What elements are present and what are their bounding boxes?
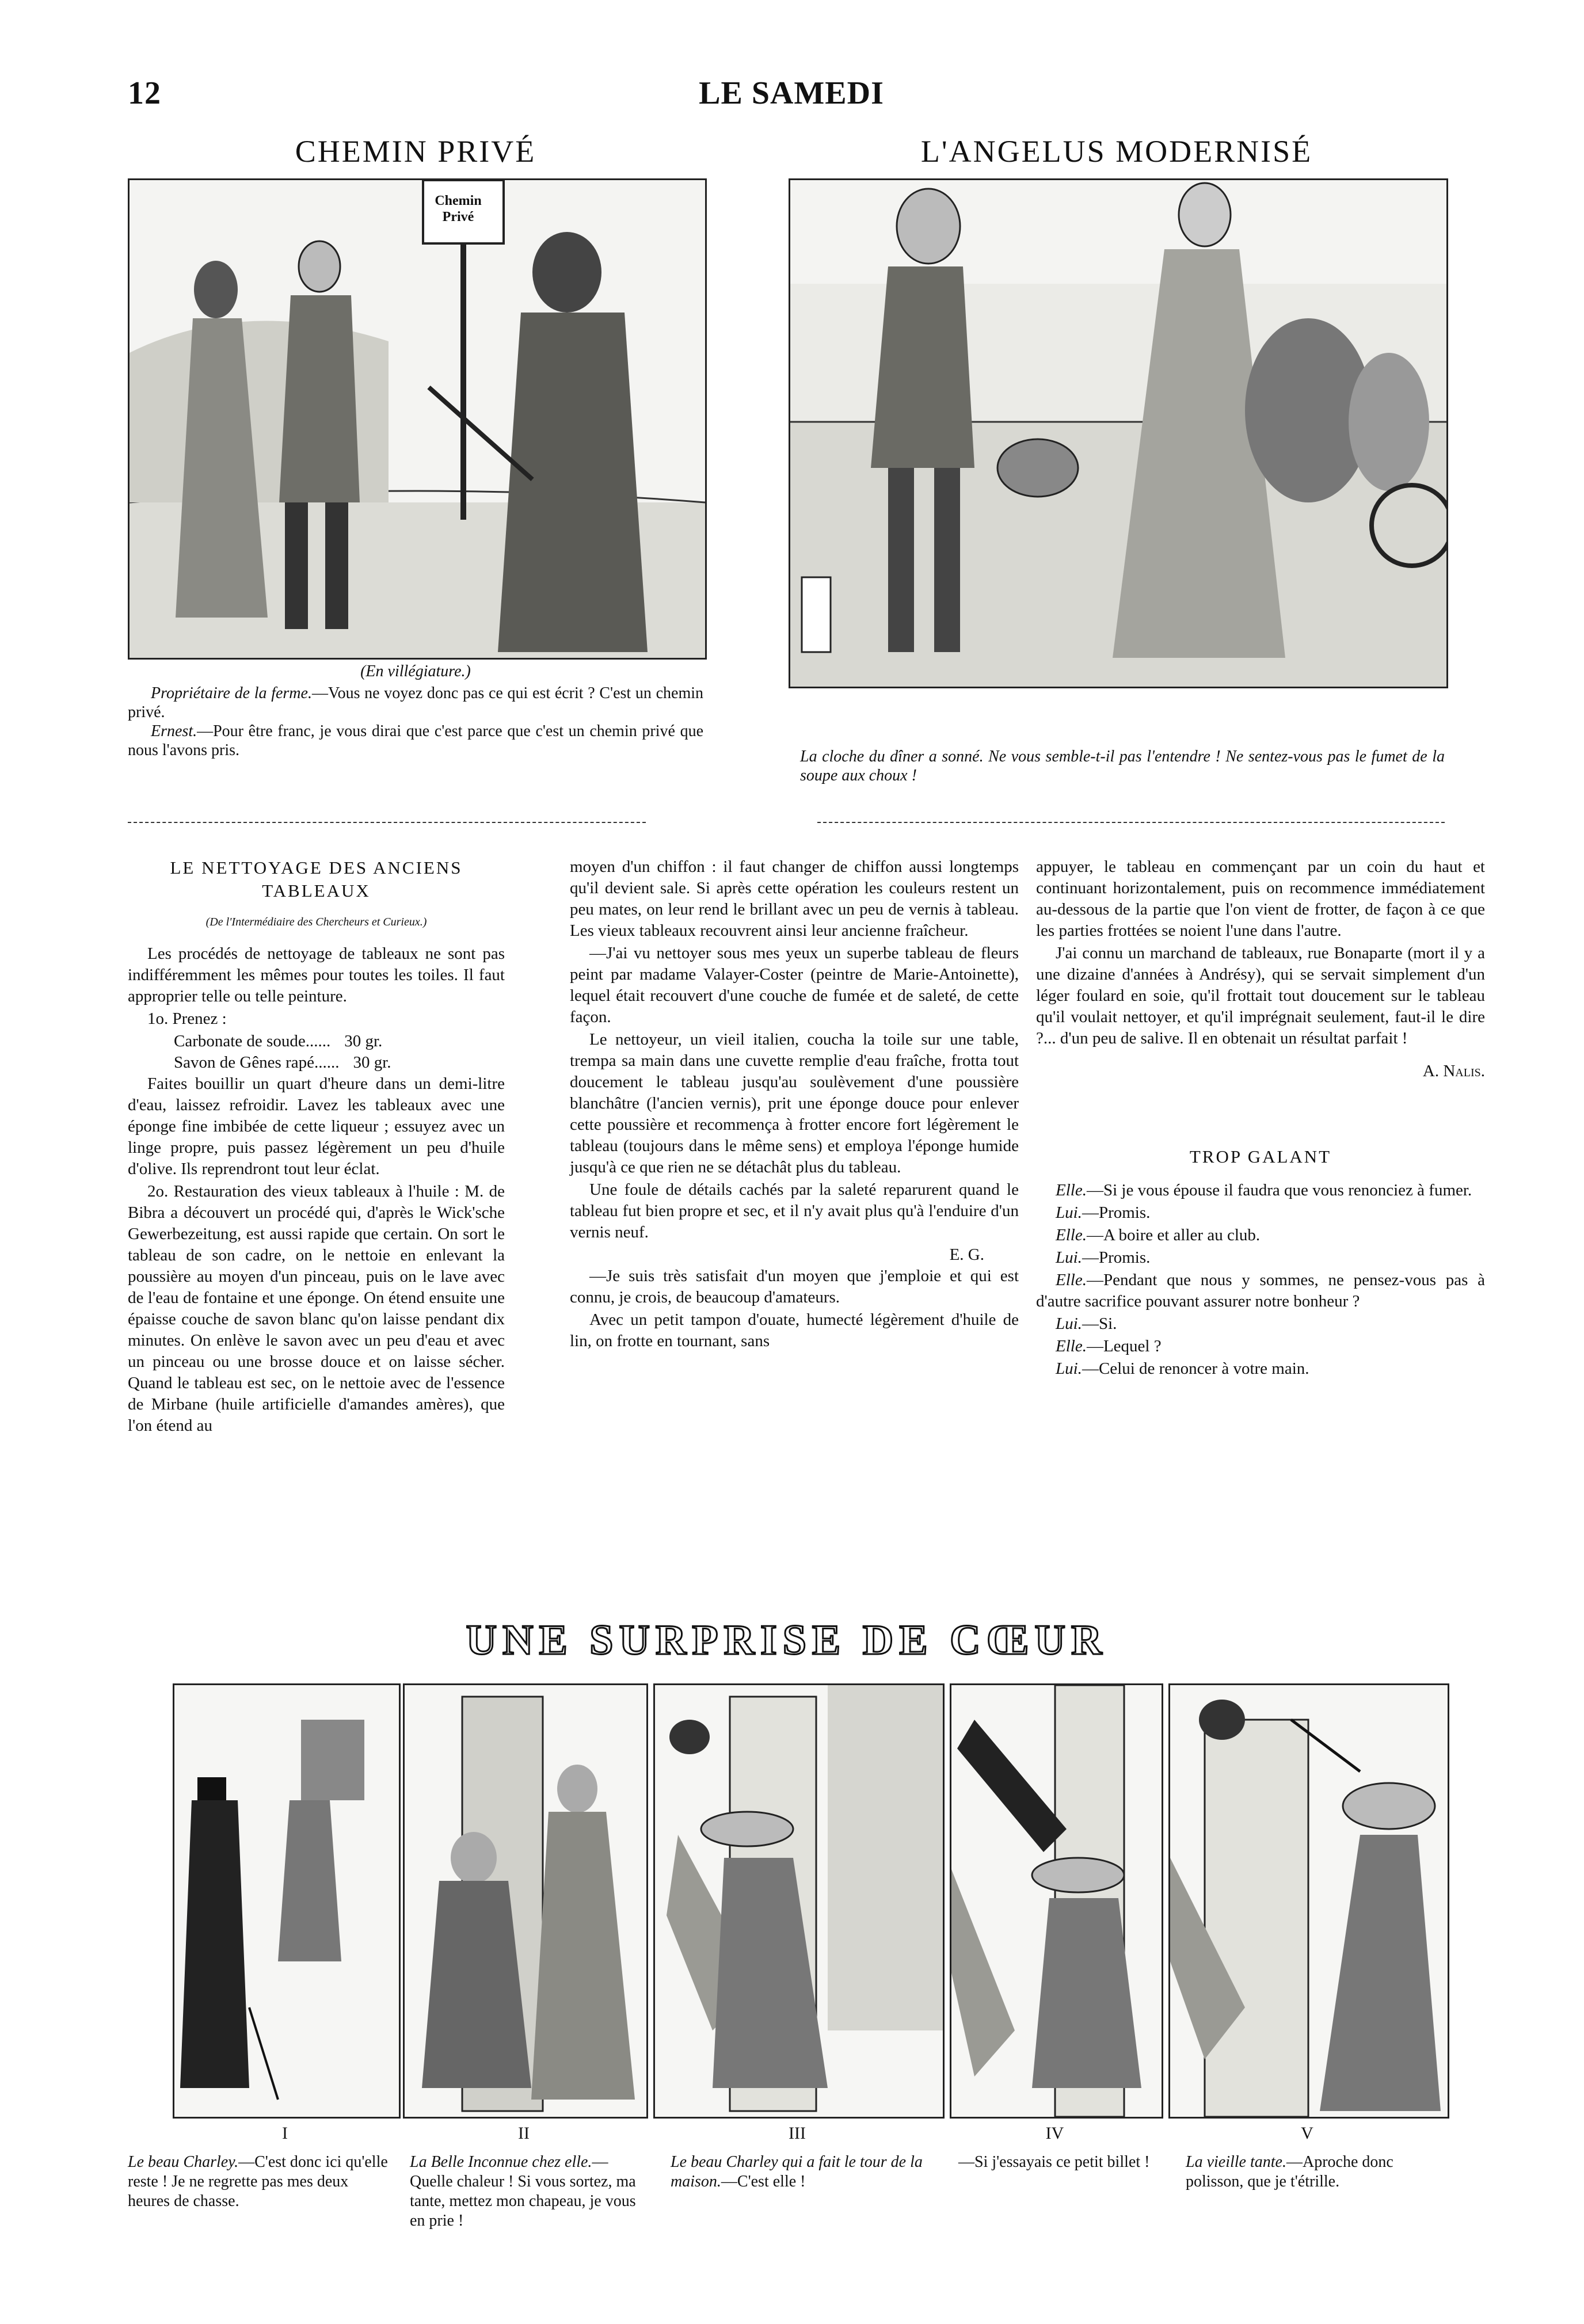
panel-caption-2 <box>410 2152 652 2231</box>
panel-text: — Quelle chaleur ! Si vous sortez, ma tante, mettez mon chapeau, je vous en prie ! <box>410 2153 636 2230</box>
panel-caption-1 <box>128 2152 393 2211</box>
trop-galant-title: TROP GALANT <box>1189 1146 1332 1167</box>
article-paragraph: appuyer, le tableau en commençant par un coin du haut et continuant horizontalement, puis on recommence immédiatement au-dessous de la partie que l'on vient de frotter, de façon à ce que les parties frottées se noient l'une dans l'autre. <box>1036 858 1485 940</box>
dialogue-line: Elle.—A boire et aller au club. <box>1056 1226 1261 1244</box>
chemin-prive-title: CHEMIN PRIVÉ <box>295 134 536 169</box>
angelus-title: L'ANGELUS MODERNISÉ <box>920 134 1313 169</box>
article-paragraph: —Je suis très satisfait d'un moyen que j'emploie et qui est connu, je crois, de beaucoup d'amateurs. <box>570 1267 1019 1306</box>
dialogue-line: Lui.—Promis. <box>1056 1248 1151 1267</box>
dashed-rule-right <box>817 822 1445 823</box>
comic-panel-4 <box>950 1683 1163 2119</box>
article-paragraph: Une foule de détails cachés par la saleté reparurent quand le tableau fut bien propre et sec, et il n'y avait plus qu'à l'enduire d'un vernis neuf. <box>570 1180 1019 1241</box>
article-paragraph: Faites bouillir un quart d'heure dans un demi-litre d'eau, laissez refroidir. Lavez les tableaux avec une éponge fine imbibée de cette liqueur ; essuyez avec un linge propre, puis passez légèrement un peu d'huile d'olive. Ils reprendront tout leur éclat. <box>128 1075 505 1178</box>
recipe-line <box>128 1052 505 1073</box>
panel-text: —Aproche donc polisson, que je t'étrille. <box>1186 2153 1393 2190</box>
panel-text: —Si j'essayais ce petit billet ! <box>958 2153 1150 2171</box>
article-title: LE NETTOYAGE DES ANCIENS TABLEAUX <box>170 858 463 901</box>
chemin-prive-sign: Chemin Privé <box>435 193 482 224</box>
recipe-quantity: 30 gr. <box>353 1053 391 1072</box>
dialogue-line: Elle.—Si je vous épouse il faudra que vous renonciez à fumer. <box>1056 1181 1472 1199</box>
line-proprietaire: —Vous ne voyez donc pas ce qui est écrit ? C'est un chemin privé. <box>128 684 704 721</box>
dialogue-line: Lui.—Promis. <box>1056 1203 1151 1222</box>
engraving-figures <box>790 180 1446 687</box>
panel-drawing <box>1170 1685 1448 2117</box>
article-column-3 <box>1036 856 1485 1381</box>
chemin-prive-dialogue <box>128 684 703 760</box>
chemin-prive-subtitle: (En villégiature.) <box>360 662 471 680</box>
comic-panel-3 <box>653 1683 945 2119</box>
trop-galant-dialogue <box>1036 1180 1485 1380</box>
panel-speaker: La Belle Inconnue chez elle. <box>410 2153 592 2171</box>
panel-drawing <box>174 1685 399 2117</box>
panel-text: —C'est donc ici qu'elle reste ! Je ne regrette pas mes deux heures de chasse. <box>128 2153 388 2210</box>
speaker-proprietaire: Propriétaire de la ferme. <box>151 684 312 702</box>
panel-number-1: I <box>282 2124 288 2143</box>
panel-speaker: La vieille tante. <box>1186 2153 1286 2171</box>
panel-number-5: V <box>1301 2124 1313 2143</box>
panel-number-2: II <box>518 2124 530 2143</box>
comic-title: UNE SURPRISE DE CŒUR <box>466 1617 1108 1664</box>
speaker-ernest: Ernest. <box>151 722 197 740</box>
recipe-ingredient: Savon de Gênes rapé...... <box>174 1053 340 1072</box>
panel-caption-3 <box>671 2152 947 2192</box>
recipe-line <box>128 1031 505 1052</box>
engraving-figures <box>130 180 705 658</box>
panel-drawing <box>655 1685 943 2117</box>
comic-panel-2 <box>403 1683 648 2119</box>
article-source: (De l'Intermédiaire des Chercheurs et Curieux.) <box>205 916 427 928</box>
article-paragraph: 1o. Prenez : <box>147 1009 227 1028</box>
panel-speaker: Le beau Charley qui a fait le tour de la maison. <box>671 2153 923 2190</box>
article-paragraph: moyen d'un chiffon : il faut changer de chiffon aussi longtemps qu'il devient sale. Si après cette opération les couleurs restent un peu mates, on leur rend le brillant avec un peu de vernis à tableau. Les vieux tableaux recouvrent ainsi leur ancienne fraîcheur. <box>570 858 1019 940</box>
dialogue-line: Lui.—Si. <box>1056 1315 1117 1333</box>
article-signature: A. Nalis. <box>1422 1062 1485 1080</box>
dialogue-line: Elle.—Pendant que nous y sommes, ne pensez-vous pas à d'autre sacrifice pouvant assurer notre bonheur ? <box>1036 1271 1485 1310</box>
line-ernest: —Pour être franc, je vous dirai que c'est parce que c'est un chemin privé que nous l'avons pris. <box>128 722 703 759</box>
panel-drawing <box>405 1685 646 2117</box>
dialogue-line: Elle.—Lequel ? <box>1056 1337 1162 1355</box>
angelus-caption: La cloche du dîner a sonné. Ne vous semble-t-il pas l'entendre ! Ne sentez-vous pas le fumet de la soupe aux choux ! <box>800 748 1445 784</box>
panel-caption-5 <box>1186 2152 1450 2192</box>
journal-title: LE SAMEDI <box>699 75 884 111</box>
article-paragraph: 2o. Restauration des vieux tableaux à l'huile : M. de Bibra a découvert un procédé qui, d'après le Wick'sche Gewerbezeitung, est aussi rapide que certain. On sort le tableau de son cadre, on le nettoie en enlevant la poussière au moyen d'un pinceau, puis on le lave avec de l'eau de fontaine et une éponge. On étend ensuite une épaisse couche de savon blanc qu'on laisse pendant dix minutes. On enlève le savon avec un peu d'eau et avec un pinceau ou une brosse douce et on laisse sécher. Quand le tableau est sec, on le nettoie avec de l'essence de Mirbane (huile artificielle d'amandes amères), que l'on étend au <box>128 1182 505 1435</box>
article-paragraph: —J'ai vu nettoyer sous mes yeux un superbe tableau de fleurs peint par madame Valayer-Coster (peintre de Marie-Antoinette), lequel était recouvert d'une couche de fumée et de saleté, de cette façon. <box>570 944 1019 1026</box>
chemin-prive-illustration <box>128 178 707 660</box>
article-paragraph: Les procédés de nettoyage de tableaux ne sont pas indifféremment les mêmes pour toutes les toiles. Il faut approprier telle ou telle peinture. <box>128 944 505 1005</box>
dashed-rule-left <box>128 822 646 823</box>
dialogue-line: Lui.—Celui de renoncer à votre main. <box>1056 1359 1309 1378</box>
comic-panel-1 <box>173 1683 401 2119</box>
article-column-2 <box>570 856 1019 1353</box>
panel-number-4: IV <box>1045 2124 1064 2143</box>
panel-speaker: Le beau Charley. <box>128 2153 239 2171</box>
page-number: 12 <box>128 75 161 111</box>
article-paragraph: J'ai connu un marchand de tableaux, rue Bonaparte (mort il y a une dizaine d'années à Andrésy), qui se servait simplement d'un léger foulard en soie, qu'il frottait tout doucement sur le tableau qu'il voulait nettoyer, et qu'il imprégnait seulement, faut-il le dire ?... d'un peu de salive. Il en obtenait un résultat parfait ! <box>1036 944 1485 1047</box>
article-paragraph: Le nettoyeur, un vieil italien, coucha la toile sur une table, trempa sa main dans une cuvette remplie d'eau fraîche, frotta tout doucement le tableau jusqu'au soulèvement d'une poussière blanchâtre (l'ancien vernis), prit une éponge douce pour enlever cette poussière et recommença à frotter encore fort légèrement le tableau (toujours dans le même sens) et employa l'éponge humide jusqu'à ce que rien ne se détachât plus du tableau. <box>570 1030 1019 1176</box>
paragraph-signature: E. G. <box>949 1245 984 1264</box>
panel-drawing <box>951 1685 1162 2117</box>
panel-text: —C'est elle ! <box>721 2173 806 2190</box>
comic-panel-5 <box>1168 1683 1449 2119</box>
panel-number-3: III <box>789 2124 806 2143</box>
recipe-quantity: 30 gr. <box>344 1032 383 1050</box>
article-paragraph: Avec un petit tampon d'ouate, humecté légèrement d'huile de lin, on frotte en tournant, sans <box>570 1310 1019 1350</box>
panel-caption-4 <box>958 2152 1154 2172</box>
article-column-1 <box>128 856 505 1438</box>
recipe-ingredient: Carbonate de soude...... <box>174 1032 331 1050</box>
angelus-illustration <box>789 178 1448 688</box>
